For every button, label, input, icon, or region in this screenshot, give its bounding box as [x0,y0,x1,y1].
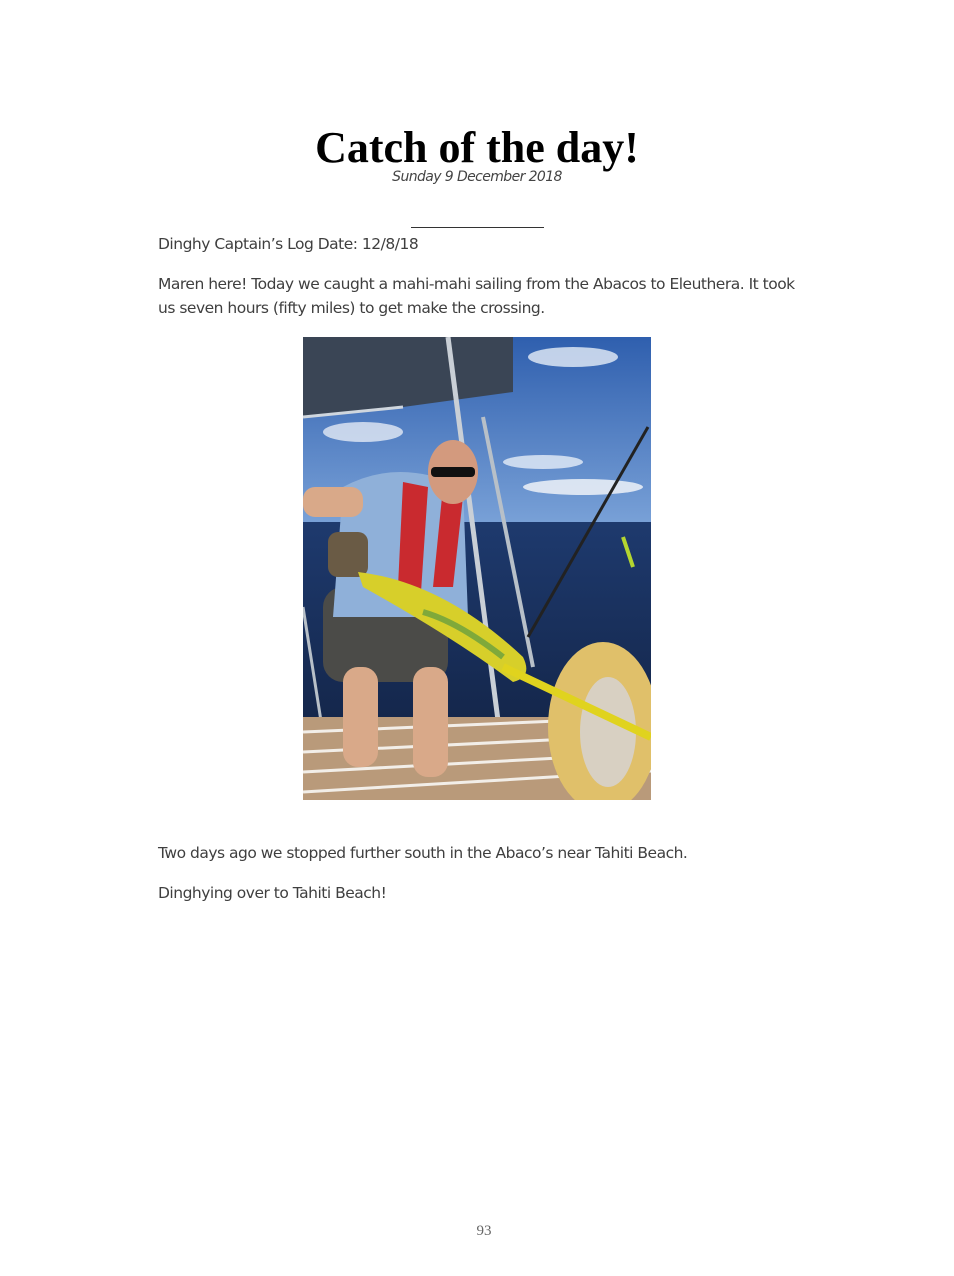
page-number: 93 [476,1223,492,1239]
post-date: Sunday 9 December 2018 [392,169,562,185]
post-title: Catch of the day! [315,123,639,172]
cloud [528,347,618,367]
glove [328,532,368,577]
divider [411,227,544,228]
log-date-paragraph: Dinghy Captain’s Log Date: 12/8/18 [158,235,419,253]
sunglasses [431,467,475,477]
leg [413,667,448,777]
leg [343,667,378,767]
cloud [503,455,583,469]
cloud [323,422,403,442]
dinghy-paragraph: Dinghying over to Tahiti Beach! [158,884,387,902]
abaco-paragraph: Two days ago we stopped further south in the Abaco’s near Tahiti Beach. [158,844,688,862]
cloud [523,479,643,495]
intro-paragraph: Maren here! Today we caught a mahi-mahi sailing from the Abacos to Eleuthera. It took us seven hours (fifty miles) to get make the crossing. [158,275,795,317]
arm [303,487,363,517]
fishing-photo [303,337,651,800]
